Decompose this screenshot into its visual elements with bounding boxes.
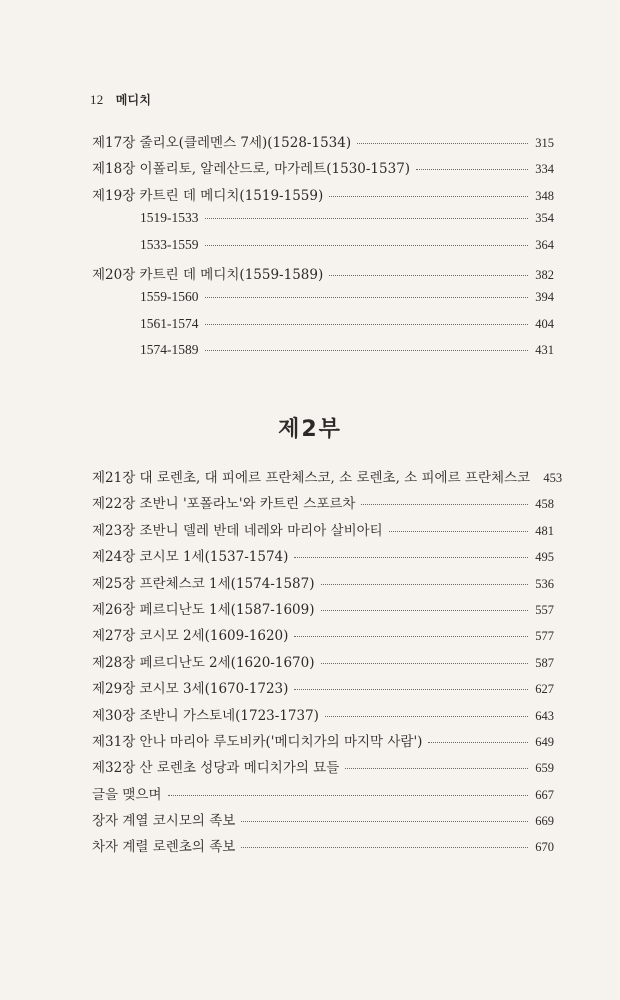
toc-entry-page: 659 [535, 761, 554, 776]
toc-entry-page: 495 [535, 550, 554, 565]
toc-entry-page: 354 [535, 211, 554, 226]
dot-leader [241, 820, 528, 822]
toc-entry-page: 649 [535, 734, 554, 749]
toc-entry [92, 157, 554, 183]
toc-entry-label: 1561-1574 [140, 315, 199, 331]
toc-entry [92, 730, 554, 756]
toc-entry-page: 667 [535, 787, 554, 802]
toc-entry-label: 차자 계렬 로렌초의 족보 [92, 839, 236, 856]
toc-entry [92, 783, 554, 809]
dot-leader [428, 741, 528, 743]
toc-entry-label: 1574-1589 [140, 342, 199, 358]
dot-leader [357, 142, 528, 144]
toc-entry [92, 466, 563, 492]
toc-entry-label: 제20장 카트린 데 메디치(1559-1589) [92, 266, 324, 283]
toc-entry-page: 382 [535, 267, 554, 282]
toc-entry-page: 643 [535, 708, 554, 723]
toc-entry-label: 제28장 페르디난도 2세(1620-1670) [92, 654, 315, 671]
dot-leader [416, 168, 528, 170]
toc-entry [92, 704, 554, 730]
dot-leader [389, 530, 528, 532]
toc-entry-page: 404 [535, 316, 554, 331]
toc-entry [92, 342, 554, 368]
toc-entry-label: 제26장 페르디난도 1세(1587-1609) [92, 601, 315, 618]
toc-entry-page: 364 [535, 237, 554, 252]
dot-leader [205, 323, 529, 325]
toc-entry [92, 545, 554, 571]
toc-entry-label: 장자 계열 코시모의 족보 [92, 813, 236, 830]
dot-leader [168, 794, 529, 796]
toc-entry [92, 131, 554, 157]
dot-leader [329, 195, 528, 197]
dot-leader [321, 662, 529, 664]
toc-entry-label: 제31장 안나 마리아 루도비카('메디치가의 마지막 사람') [92, 733, 423, 750]
dot-leader [345, 767, 528, 769]
toc-entry-page: 557 [535, 602, 554, 617]
toc-entry [92, 572, 554, 598]
toc-entry [92, 492, 554, 518]
page-number: 12 [90, 92, 104, 107]
dot-leader [321, 609, 529, 611]
toc-entry-label: 제23장 조반니 델레 반데 네레와 마리아 살비아티 [92, 522, 383, 539]
toc-entry [92, 237, 554, 263]
dot-leader [241, 846, 528, 848]
dot-leader [294, 635, 528, 637]
toc-entry-label: 제18장 이폴리토, 알레산드로, 마가레트(1530-1537) [92, 161, 411, 178]
toc-section-1 [92, 131, 554, 369]
toc-entry-label: 제24장 코시모 1세(1537-1574) [92, 549, 289, 566]
toc-entry [92, 651, 554, 677]
toc-entry [92, 809, 554, 835]
toc-entry-page: 669 [535, 814, 554, 829]
dot-leader [294, 556, 528, 558]
toc-entry [92, 835, 554, 861]
toc-entry [92, 210, 554, 236]
dot-leader [325, 715, 528, 717]
toc-entry [92, 519, 554, 545]
toc-entry-page: 315 [535, 136, 554, 150]
toc-entry-label: 제29장 코시모 3세(1670-1723) [92, 681, 289, 698]
toc-entry-page: 627 [535, 682, 554, 697]
toc-entry-label: 글을 맺으며 [92, 786, 162, 803]
dot-leader [205, 244, 529, 246]
toc-entry-page: 481 [535, 523, 554, 538]
running-title: 메디치 [115, 93, 152, 107]
toc-entry-label: 1519-1533 [140, 210, 199, 226]
toc-entry-page: 431 [535, 343, 554, 358]
toc-entry-page: 458 [535, 497, 554, 512]
dot-leader [205, 217, 529, 219]
toc-entry-page: 536 [535, 576, 554, 591]
dot-leader [294, 688, 528, 690]
toc-entry [92, 263, 554, 289]
dot-leader [205, 296, 529, 298]
toc-entry-label: 제27장 코시모 2세(1609-1620) [92, 628, 289, 645]
toc-entry [92, 289, 554, 315]
toc-entry-page: 334 [535, 162, 554, 177]
toc-entry-label: 1533-1559 [140, 236, 199, 252]
toc-entry-label: 제19장 카트린 데 메디치(1519-1559) [92, 187, 324, 204]
toc-entry-label: 제32장 산 로렌초 성당과 메디치가의 묘들 [92, 760, 340, 777]
toc-entry-page: 394 [535, 290, 554, 305]
toc-entry [92, 677, 554, 703]
toc-entry-label: 제17장 줄리오(클레멘스 7세)(1528-1534) [92, 135, 352, 151]
toc-section-2 [92, 466, 563, 862]
toc-entry-page: 453 [543, 471, 563, 485]
toc-entry [92, 624, 554, 650]
dot-leader [205, 349, 529, 351]
toc-entry-label: 제25장 프란체스코 1세(1574-1587) [92, 575, 315, 592]
toc-entry [92, 316, 554, 342]
toc-entry-page: 587 [535, 655, 554, 670]
dot-leader [361, 503, 528, 505]
dot-leader [329, 274, 528, 276]
toc-entry [92, 598, 554, 624]
toc-entry-label: 1559-1560 [140, 289, 199, 305]
toc-entry [92, 756, 554, 782]
running-header [90, 91, 151, 108]
toc-entry-page: 348 [535, 188, 554, 203]
toc-entry-label: 제21장 대 로렌초, 대 피에르 프란체스코, 소 로렌초, 소 피에르 프란체스코 [92, 470, 531, 486]
toc-entry-page: 577 [535, 629, 554, 644]
toc-entry-page: 670 [535, 840, 554, 855]
toc-entry-label: 제30장 조반니 가스토네(1723-1737) [92, 707, 319, 724]
dot-leader [321, 583, 529, 585]
part-title: 제2부 [278, 417, 342, 442]
toc-entry [92, 184, 554, 210]
toc-entry-label: 제22장 조반니 '포폴라노'와 카트린 스포르차 [92, 496, 356, 513]
